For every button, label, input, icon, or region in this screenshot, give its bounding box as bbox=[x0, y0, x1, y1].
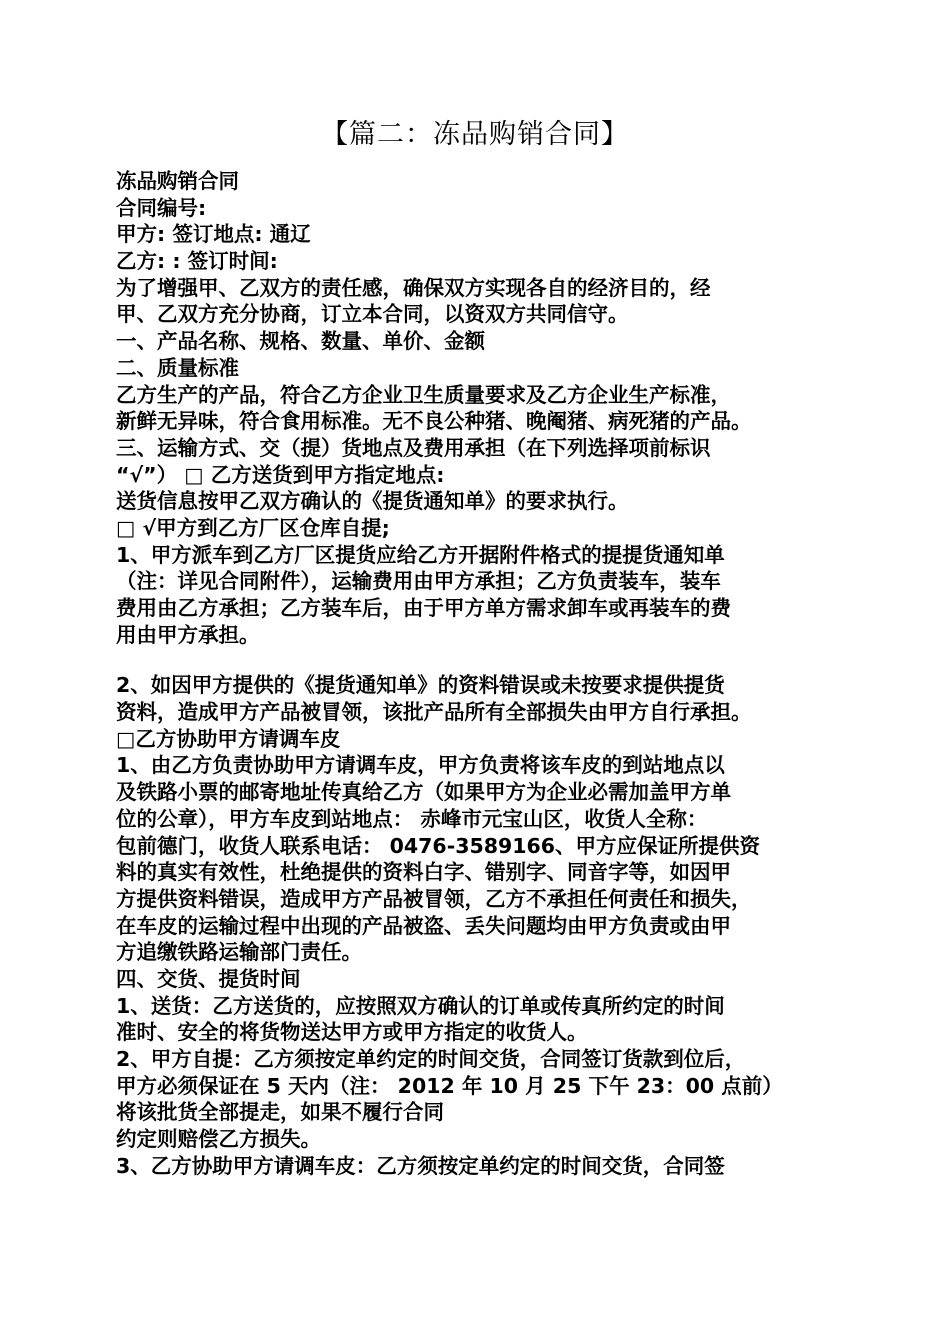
document-line: 甲方必须保证在 5 天内（注： 2012 年 10 月 25 下午 23：00 点前） bbox=[116, 1073, 783, 1098]
document-line: 2、如因甲方提供的《提货通知单》的资料错误或未按要求提供提货 bbox=[116, 673, 725, 698]
document-line: 三、运输方式、交（提）货地点及费用承担（在下列选择项前标识 bbox=[116, 435, 711, 460]
document-line: 料的真实有效性，杜绝提供的资料白字、错别字、同音字等，如因甲 bbox=[116, 860, 731, 885]
document-line: 及铁路小票的邮寄地址传真给乙方（如果甲方为企业必需加盖甲方单 bbox=[116, 780, 731, 805]
document-body bbox=[116, 168, 856, 1179]
document-line: 1、由乙方负责协助甲方请调车皮，甲方负责将该车皮的到站地点以 bbox=[116, 753, 725, 778]
document-line: 冻品购销合同 bbox=[116, 169, 239, 193]
document-line: 3、乙方协助甲方请调车皮：乙方须按定单约定的时间交货，合同签 bbox=[116, 1153, 725, 1178]
document-line: 在车皮的运输过程中出现的产品被盗、丢失问题均由甲方负责或由甲 bbox=[116, 913, 731, 938]
document-line: 准时、安全的将货物送达甲方或甲方指定的收货人。 bbox=[116, 1020, 588, 1045]
document-line: 位的公章），甲方车皮到站地点： 赤峰市元宝山区，收货人全称： bbox=[116, 806, 708, 831]
document-line: 1、送货：乙方送货的，应按照双方确认的订单或传真所约定的时间 bbox=[116, 993, 725, 1018]
document-line: 约定则赔偿乙方损失。 bbox=[116, 1127, 321, 1152]
document-line: 送货信息按甲乙双方确认的《提货通知单》的要求执行。 bbox=[116, 489, 629, 514]
document-line: 合同编号: bbox=[116, 195, 207, 220]
document-line: 四、交货、提货时间 bbox=[116, 966, 301, 991]
document-line: 包前德门，收货人联系电话： 0476-3589166、甲方应保证所提供资 bbox=[116, 833, 761, 858]
document-line: 二、质量标准 bbox=[116, 355, 239, 380]
document-line: □乙方协助甲方请调车皮 bbox=[116, 726, 341, 751]
document-line: □ √甲方到乙方厂区仓库自提; bbox=[116, 515, 390, 540]
document-line: （注：详见合同附件），运输费用由甲方承担；乙方负责装车，装车 bbox=[116, 569, 721, 594]
document-line: 费用由乙方承担；乙方装车后，由于甲方单方需求卸车或再装车的费 bbox=[116, 596, 731, 620]
document-line: 新鲜无异味，符合食用标准。无不良公种猪、晚阉猪、病死猪的产品。 bbox=[116, 409, 752, 434]
document-line: 乙方生产的产品，符合乙方企业卫生质量要求及乙方企业生产标准， bbox=[116, 382, 731, 407]
document-line: 1、甲方派车到乙方厂区提货应给乙方开据附件格式的提提货通知单 bbox=[116, 542, 725, 567]
document-line: 方提供资料错误，造成甲方产品被冒领，乙方不承担任何责任和损失， bbox=[116, 886, 752, 911]
blank-line bbox=[116, 648, 856, 672]
document-title: 【篇二：冻品购销合同】 bbox=[321, 119, 629, 150]
document-line: 为了增强甲、乙双方的责任感，确保双方实现各自的经济目的，经 bbox=[116, 275, 711, 300]
document-line: 乙方: : 签订时间: bbox=[116, 249, 278, 274]
document-line: 将该批货全部提走，如果不履行合同 bbox=[116, 1100, 444, 1125]
document-line: 一、产品名称、规格、数量、单价、金额 bbox=[116, 329, 485, 354]
document-line: 资料，造成甲方产品被冒领，该批产品所有全部损失由甲方自行承担。 bbox=[116, 700, 752, 725]
document-line: 方追缴铁路运输部门责任。 bbox=[116, 940, 362, 965]
document-line: “√”） □ 乙方送货到甲方指定地点: bbox=[116, 462, 445, 487]
document-line: 用由甲方承担。 bbox=[116, 622, 260, 647]
document-line: 甲、乙双方充分协商，订立本合同，以资双方共同信守。 bbox=[116, 302, 629, 327]
document-line: 甲方: 签订地点: 通辽 bbox=[116, 222, 311, 247]
document-line: 2、甲方自提：乙方须按定单约定的时间交货，合同签订货款到位后， bbox=[116, 1047, 746, 1071]
